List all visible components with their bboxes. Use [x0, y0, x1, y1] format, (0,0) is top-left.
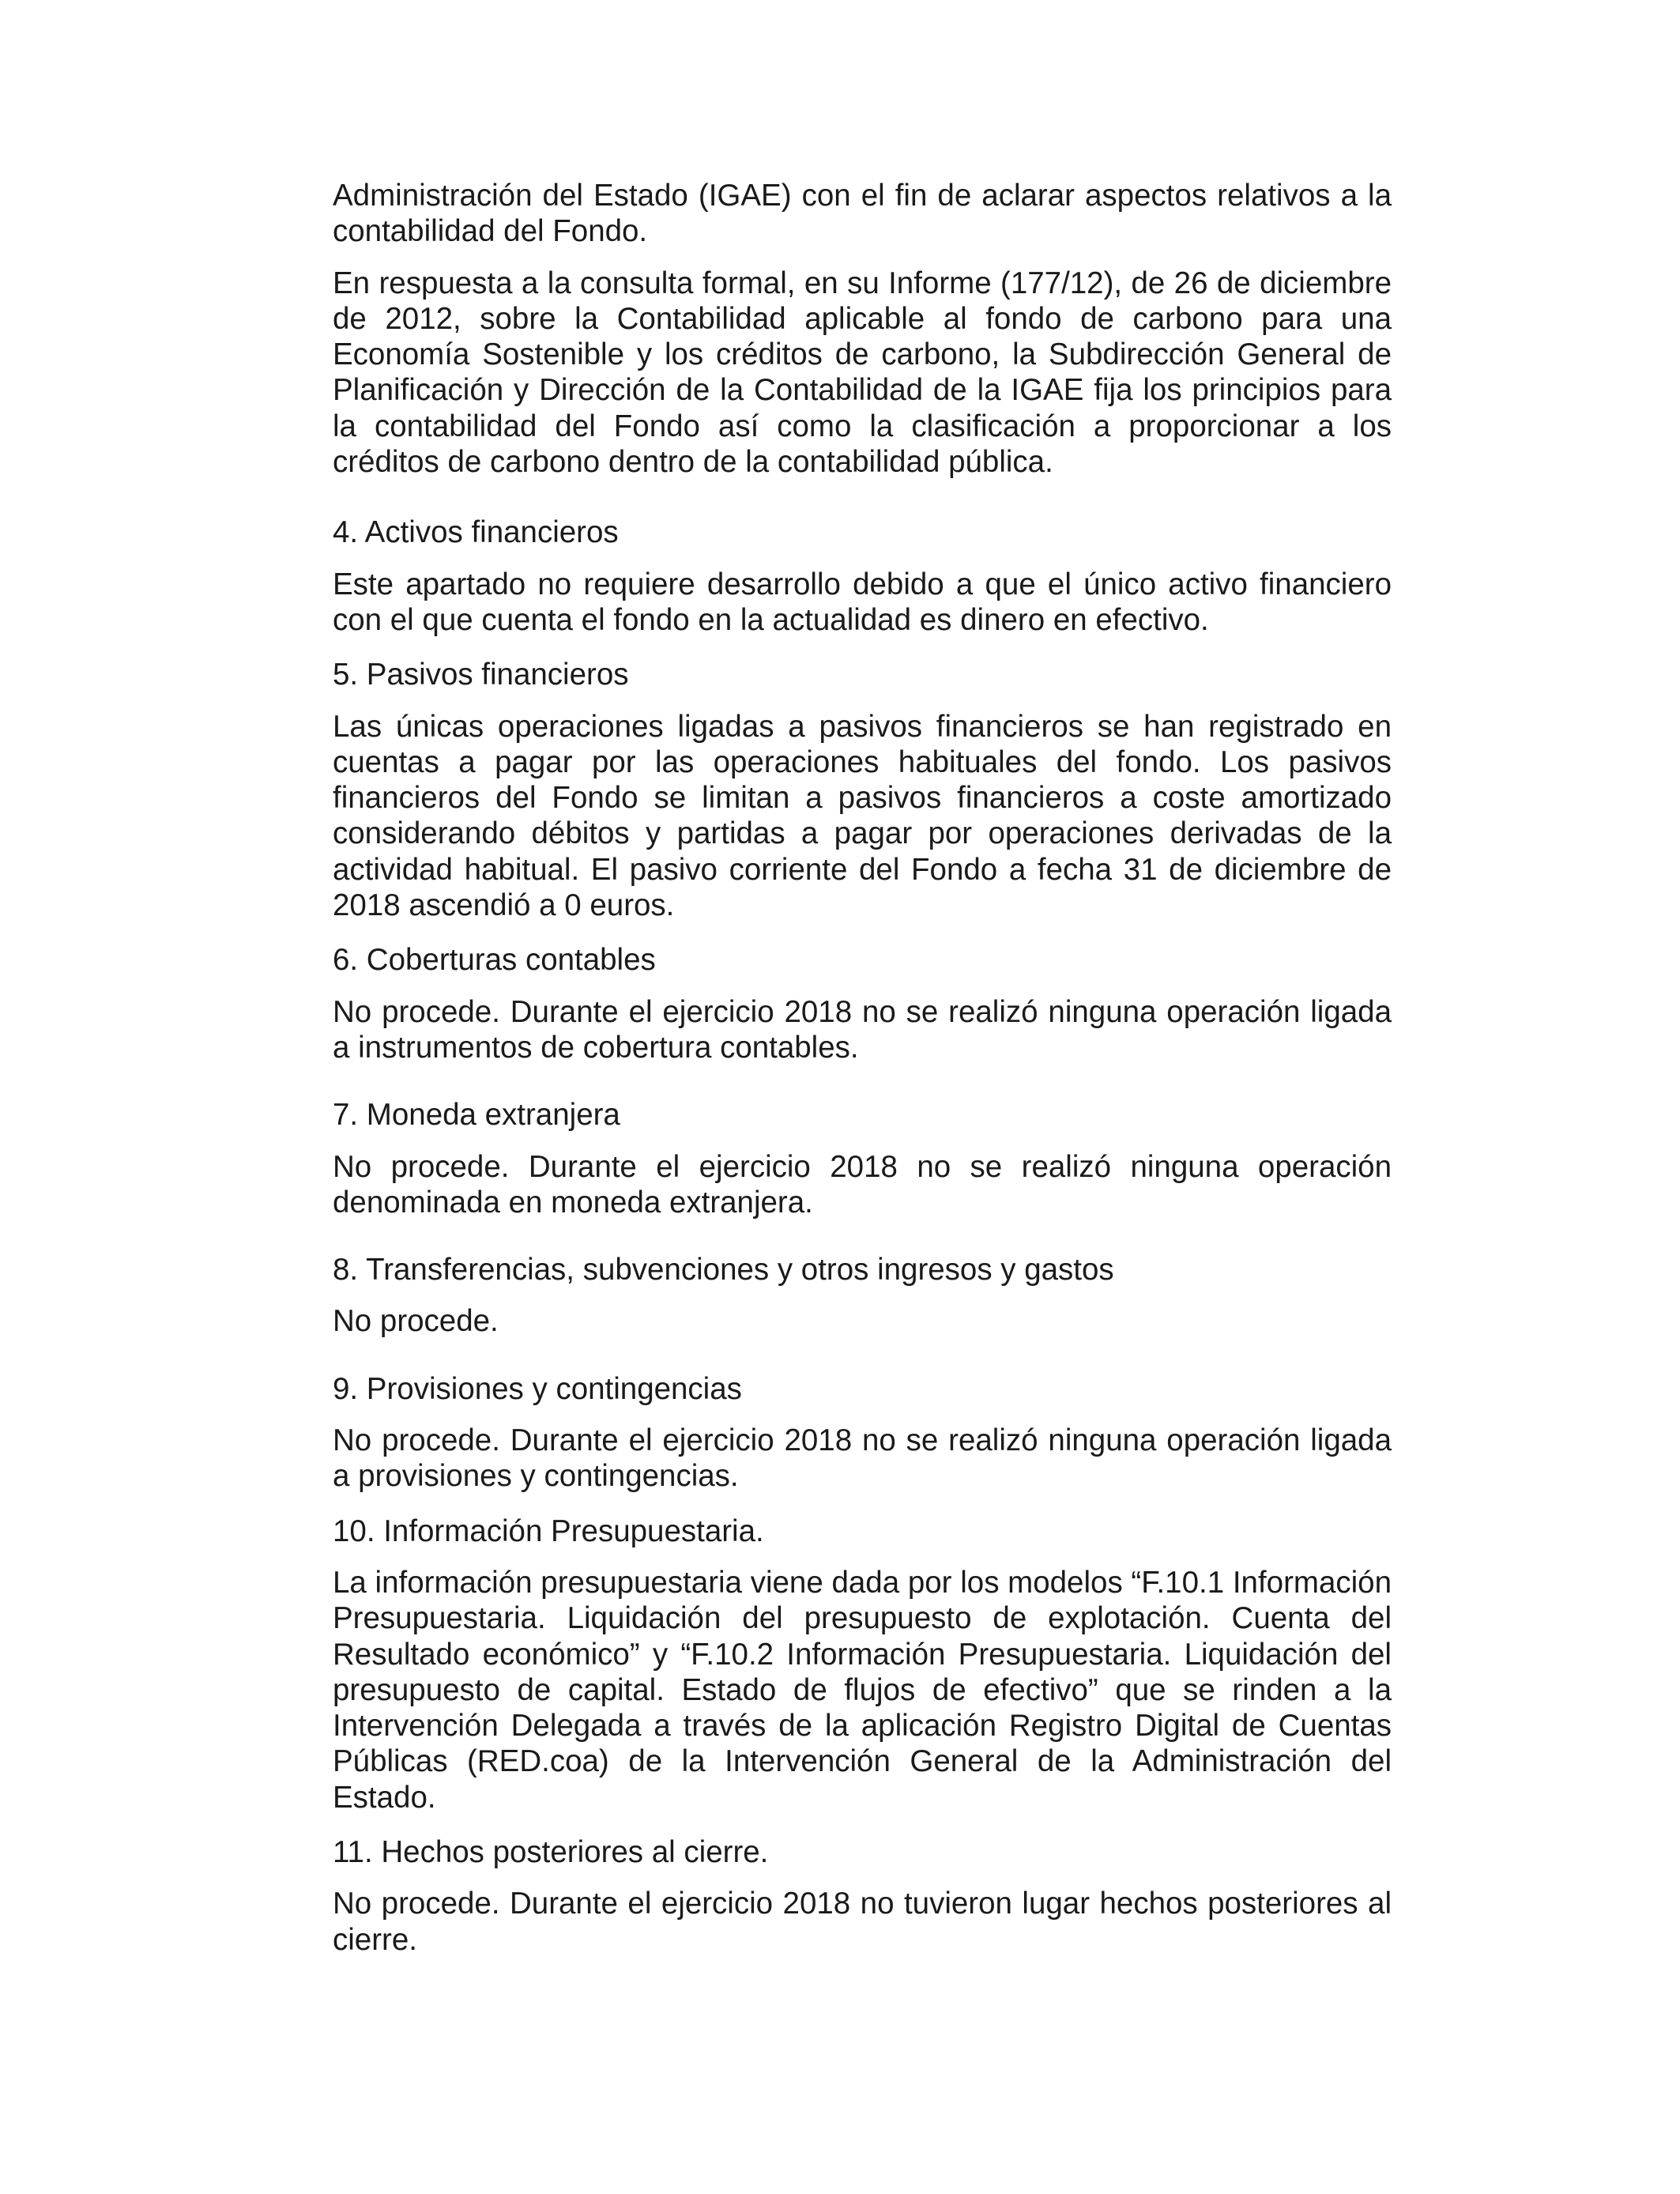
section-heading-hechos-posteriores: 11. Hechos posteriores al cierre. [333, 1834, 769, 1869]
section-body-transferencias: No procede. [333, 1304, 499, 1339]
section-heading-provisiones: 9. Provisiones y contingencias [333, 1371, 742, 1406]
section-heading-coberturas-contables: 6. Coberturas contables [333, 943, 656, 978]
consulta-paragraph: En respuesta a la consulta formal, en su Informe (177/12), de 26 de diciembre de 2012, sobre la Contabilidad aplicable al fondo de carbono para una Economía Sostenible y los créditos de carbono, la Subdirección General de Planificación y Dirección de la Contabilidad de la IGAE fija los principios para la contabilidad del Fondo así como la clasificación a proporcionar a los créditos de carbono dentro de la contabilidad pública. [333, 266, 1392, 480]
section-body-activos-financieros: Este apartado no requiere desarrollo debido a que el único activo financiero con el que cuenta el fondo en la actualidad es dinero en efectivo. [333, 567, 1392, 637]
section-heading-moneda-extranjera: 7. Moneda extranjera [333, 1098, 620, 1133]
section-body-pasivos-financieros: Las únicas operaciones ligadas a pasivos financieros se han registrado en cuentas a pagar por las operaciones habituales del fondo. Los pasivos financieros del Fondo se limitan a pasivos financieros a coste amortizado considerando débitos y partidas a pagar por operaciones derivadas de la actividad habitual. El pasivo corriente del Fondo a fecha 31 de diciembre de 2018 ascendió a 0 euros. [333, 709, 1392, 923]
section-heading-pasivos-financieros: 5. Pasivos financieros [333, 658, 629, 692]
section-body-provisiones: No procede. Durante el ejercicio 2018 no se realizó ninguna operación ligada a provisiones y contingencias. [333, 1423, 1392, 1494]
section-heading-activos-financieros: 4. Activos financieros [333, 515, 619, 550]
document-page [333, 178, 1392, 1958]
section-heading-transferencias: 8. Transferencias, subvenciones y otros ingresos y gastos [333, 1253, 1114, 1287]
intro-paragraph: Administración del Estado (IGAE) con el fin de aclarar aspectos relativos a la contabilidad del Fondo. [333, 179, 1392, 249]
section-body-informacion-presupuestaria: La información presupuestaria viene dada por los modelos “F.10.1 Información Presupuestaria. Liquidación del presupuesto de explotación. Cuenta del Resultado económico” y “F.10.2 Información Presupuestaria. Liquidación del presupuesto de capital. Estado de flujos de efectivo” que se rinden a la Intervención Delegada a través de la aplicación Registro Digital de Cuentas Públicas (RED.coa) de la Intervención General de la Administración del Estado. [333, 1565, 1392, 1815]
section-body-hechos-posteriores: No procede. Durante el ejercicio 2018 no tuvieron lugar hechos posteriores al cierre. [333, 1887, 1392, 1957]
section-body-moneda-extranjera: No procede. Durante el ejercicio 2018 no se realizó ninguna operación denominada en moneda extranjera. [333, 1149, 1392, 1220]
section-heading-informacion-presupuestaria: 10. Información Presupuestaria. [333, 1514, 764, 1548]
section-body-coberturas-contables: No procede. Durante el ejercicio 2018 no se realizó ninguna operación ligada a instrumentos de cobertura contables. [333, 994, 1392, 1065]
